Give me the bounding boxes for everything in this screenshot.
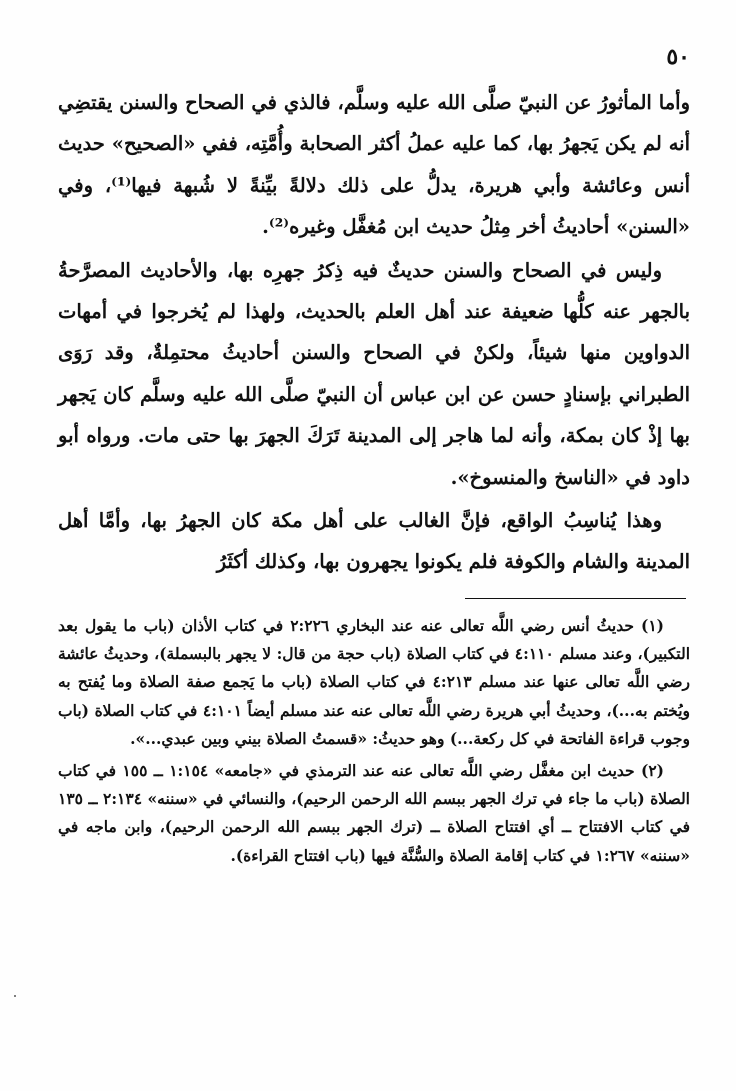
paragraph-2: وليس في الصحاح والسنن حديثٌ فيه ذِكرُ جهرِه بها، والأحاديث المصرَّحةُ بالجهر عنه كلُّها ضعيفة عند أهل العلم بالحديث، ولهذا لم يُخرجوا في أمهات الدواوين منها شيئاً، ولكنْ في الصحاح والسنن أحاديثُ محتمِلةٌ، وقد رَوَى الطبراني بإسنادٍ حسن عن ابن عباس أن النبيّ صلَّى الله عليه وسلَّم كان يَجهر بها إذْ كان بمكة، وأنه لما هاجر إلى المدينة تَرَكَ الجهرَ بها حتى مات. ورواه أبو داود في «الناسخ والمنسوخ». — [58, 258, 690, 489]
paragraph-1: وأما المأثورُ عن النبيّ صلَّى الله عليه وسلَّم، فالذي في الصحاح والسنن يقتضِي أنه لم يكن يَجهرُ بها، كما عليه عملُ أكثر الصحابة وأُمَّتِه، ففي «الصحيح» حديث أنس وعائشة وأبي هريرة، يدلُّ على ذلك دلالةً بيِّنةً لا شُبهة فيها⁽¹⁾، وفي «السنن» أحاديثُ أخر مِثلُ حديث ابن مُغفَّل وغيره⁽²⁾. — [58, 91, 690, 239]
footnotes — [58, 612, 690, 870]
paragraph-3: وهذا يُناسِبُ الواقع، فإنَّ الغالب على أهل مكة كان الجهرُ بها، وأمَّا أهل المدينة والشام والكوفة فلم يكونوا يجهرون بها، وكذلك أكثَرُ — [58, 509, 690, 574]
footnote-separator — [465, 598, 686, 599]
scan-speck — [14, 995, 16, 997]
page-number: ٥٠ — [666, 44, 690, 70]
footnote-2: (٢) حديث ابن مغفَّل رضي اللَّه تعالى عنه عند الترمذي في «جامعه» ١:١٥٤ ــ ١٥٥ في كتاب الصلاة (باب ما جاء في ترك الجهر ببسم الله الرحمن الرحيم)، والنسائي في «سننه» ٢:١٣٤ ــ ١٣٥ في كتاب الافتتاح ــ أي افتتاح الصلاة ــ (ترك الجهر ببسم الله الرحمن الرحيم)، وابن ماجه في «سننه» ١:٢٦٧ في كتاب إقامة الصلاة والسُّنَّة فيها (باب افتتاح القراءة). — [58, 761, 690, 865]
footnote-1: (١) حديثُ أنس رضي اللَّه تعالى عنه عند البخاري ٢:٢٢٦ في كتاب الأذان (باب ما يقول بعد التكبير)، وعند مسلم ٤:١١٠ في كتاب الصلاة (باب حجة من قال: لا يجهر بالبسملة)، وحديثُ عائشة رضي اللَّه تعالى عنها عند مسلم ٤:٢١٣ في كتاب الصلاة (باب ما يَجمع صفة الصلاة وما يُفتح به ويُختم به...)، وحديثُ أبي هريرة رضي اللَّه تعالى عنه عند مسلم أيضاً ٤:١٠١ في كتاب الصلاة (باب وجوب قراءة الفاتحة في كل ركعة...) وهو حديثُ: «قسمتُ الصلاة بيني وبين عبدي...». — [58, 616, 690, 748]
main-text — [58, 82, 690, 583]
